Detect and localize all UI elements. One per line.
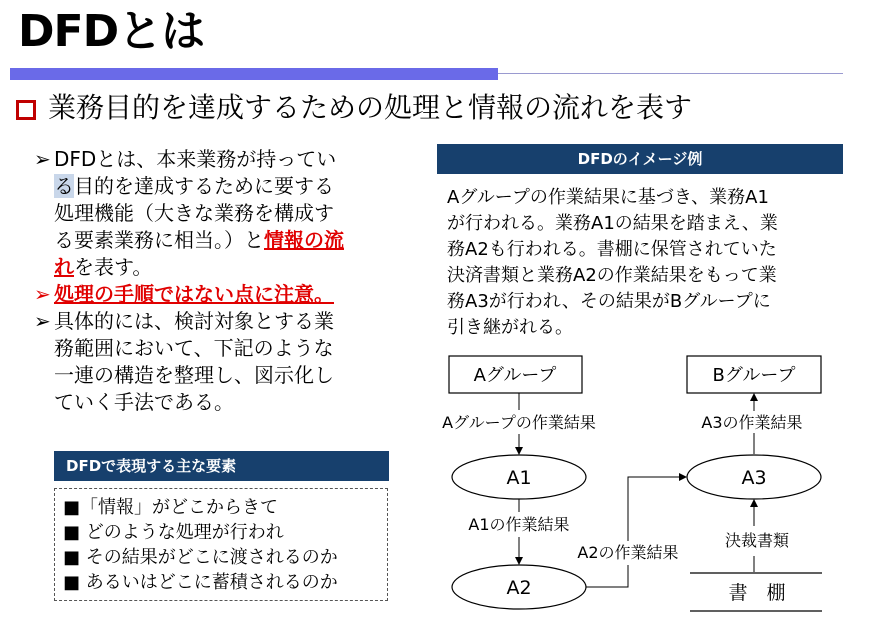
bullet-text: 目的を達成するために要する (74, 174, 334, 198)
list-item: ■ あるいはどこに蓄積されるのか (63, 572, 338, 593)
bullet-text: 務範囲において、下記のような (54, 336, 334, 360)
data-store-label: 書 棚 (728, 582, 786, 604)
description-line: 決済書類と業務A2の作業結果をもって業 (447, 265, 777, 286)
bullet-arrow-icon: ➢ (34, 309, 51, 333)
bullet-arrow-icon: ➢ (34, 147, 51, 171)
bullet-text: を表す。 (74, 255, 153, 279)
bullet-arrow-icon: ➢ (34, 282, 51, 306)
page-title: DFDとは (18, 6, 205, 57)
emphasis-text: 情報の流 (264, 228, 344, 252)
bullet-text: DFDとは、本来業務が持ってい (54, 147, 337, 171)
emphasis-text: れ (54, 255, 74, 279)
flow-a1-result-label: A1の作業結果 (468, 515, 570, 534)
description-line: 務A2も行われる。書棚に保管されていた (447, 239, 777, 260)
list-item: ■ その結果がどこに渡されるのか (63, 547, 338, 568)
elements-panel-header: DFDで表現する主な要素 (54, 451, 389, 481)
flow-arrow (586, 477, 686, 587)
bullet-text: 処理機能（大きな業務を構成す (54, 201, 334, 225)
flow-a2-result-label: A2の作業結果 (577, 543, 679, 562)
description-line: Aグループの作業結果に基づき、業務A1 (447, 187, 769, 208)
flow-a-result-label: Aグループの作業結果 (442, 413, 596, 432)
process-a1-label: A1 (506, 467, 532, 489)
list-item: ■「情報」がどこからきて (63, 497, 279, 518)
process-a2-label: A2 (506, 577, 532, 599)
text-cursor-highlight: る (54, 174, 74, 198)
description-line: が行われる。業務A1の結果を踏まえ、業 (447, 213, 778, 234)
bullet-text: ていく手法である。 (54, 390, 234, 414)
bullet-text: る要素業務に相当。）と (54, 228, 264, 252)
subtitle: 業務目的を達成するための処理と情報の流れを表す (48, 91, 693, 124)
entity-a-label: Aグループ (473, 365, 557, 386)
bullet-text: 一連の構造を整理し、図示化し (54, 363, 334, 387)
flow-docs-label: 決裁書類 (724, 531, 790, 550)
process-a3-label: A3 (741, 467, 767, 489)
description-line: 務A3が行われ、その結果がBグループに (447, 291, 771, 312)
example-panel-header: DFDのイメージ例 (437, 144, 843, 174)
bullet-text: 具体的には、検討対象とする業 (54, 309, 334, 333)
description-line: 引き継がれる。 (447, 317, 573, 338)
flow-a3-result-label: A3の作業結果 (701, 413, 803, 432)
entity-b-label: Bグループ (712, 365, 796, 386)
bullet-text: 処理の手順ではない点に注意。 (54, 282, 334, 306)
list-item: ■ どのような処理が行われ (63, 522, 284, 543)
